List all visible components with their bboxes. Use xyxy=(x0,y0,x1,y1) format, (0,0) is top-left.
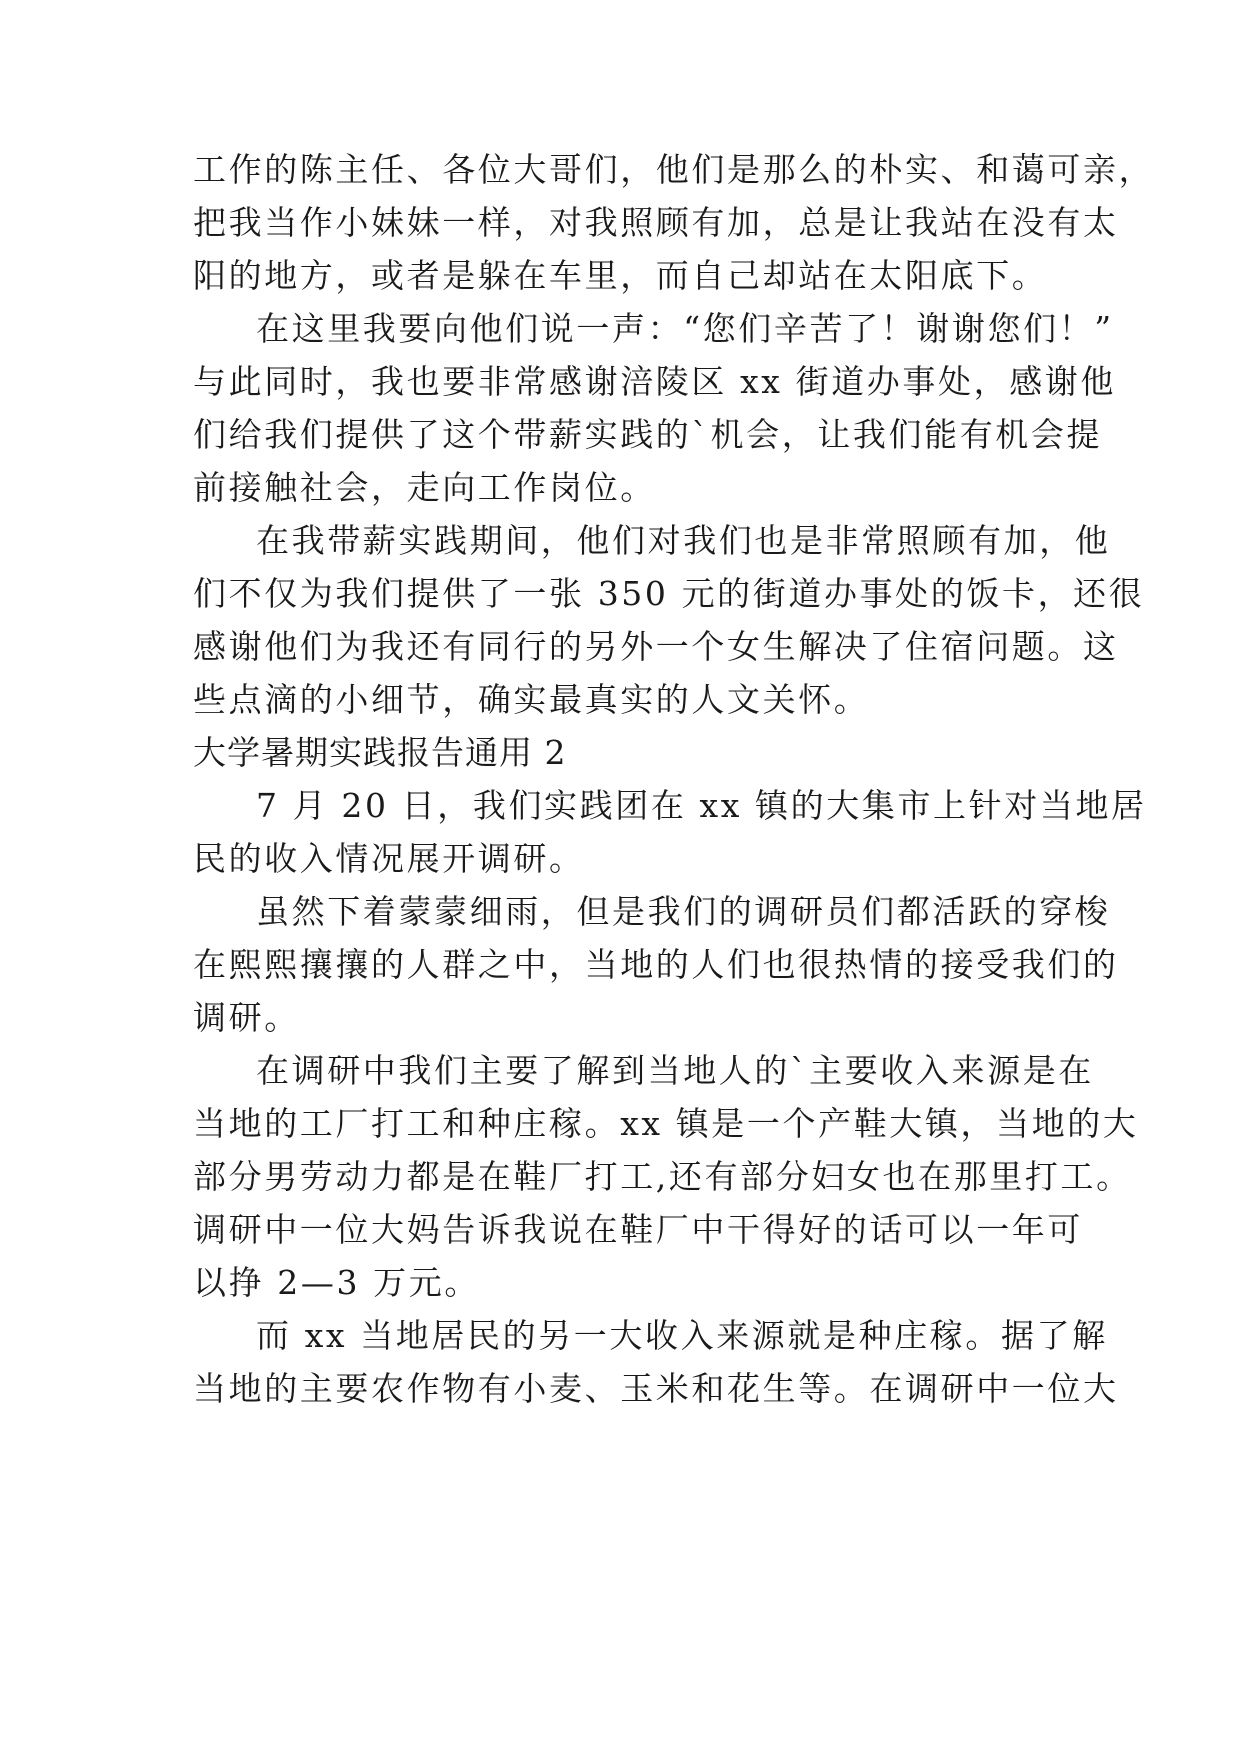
text-line: 们给我们提供了这个带薪实践的`机会，让我们能有机会提 xyxy=(193,415,1103,454)
text-line: 而 xx 当地居民的另一大收入来源就是种庄稼。据了解 xyxy=(256,1316,1108,1355)
text-line: 阳的地方，或者是躲在车里，而自己却站在太阳底下。 xyxy=(193,256,1048,295)
text-line: 在熙熙攘攘的人群之中，当地的人们也很热情的接受我们的 xyxy=(193,945,1119,984)
section-heading: 大学暑期实践报告通用 2 xyxy=(193,733,567,772)
text-line: 当地的工厂打工和种庄稼。xx 镇是一个产鞋大镇，当地的大 xyxy=(193,1104,1139,1143)
text-line: 部分男劳动力都是在鞋厂打工,还有部分妇女也在那里打工。 xyxy=(193,1157,1132,1196)
text-line: 7 月 20 日，我们实践团在 xx 镇的大集市上针对当地居 xyxy=(256,786,1147,825)
text-line: 民的收入情况展开调研。 xyxy=(193,839,585,878)
text-line: 在我带薪实践期间，他们对我们也是非常照顾有加，他 xyxy=(256,521,1111,560)
text-line: 们不仅为我们提供了一张 350 元的街道办事处的饭卡，还很 xyxy=(193,574,1145,613)
text-line: 在调研中我们主要了解到当地人的`主要收入来源是在 xyxy=(256,1051,1094,1090)
text-line: 前接触社会，走向工作岗位。 xyxy=(193,468,656,507)
text-line: 把我当作小妹妹一样，对我照顾有加，总是让我站在没有太 xyxy=(193,203,1119,242)
text-line: 感谢他们为我还有同行的另外一个女生解决了住宿问题。这 xyxy=(193,627,1119,666)
text-line: 调研中一位大妈告诉我说在鞋厂中干得好的话可以一年可 xyxy=(193,1210,1083,1249)
text-line: 以挣 2—3 万元。 xyxy=(193,1263,480,1302)
text-line: 些点滴的小细节，确实最真实的人文关怀。 xyxy=(193,680,870,719)
text-line: 在这里我要向他们说一声：“您们辛苦了！谢谢您们！” xyxy=(256,309,1114,348)
text-line: 调研。 xyxy=(193,998,300,1037)
text-line: 与此同时，我也要非常感谢涪陵区 xx 街道办事处，感谢他 xyxy=(193,362,1117,401)
text-line: 当地的主要农作物有小麦、玉米和花生等。在调研中一位大 xyxy=(193,1369,1119,1408)
text-line: 虽然下着蒙蒙细雨，但是我们的调研员们都活跃的穿梭 xyxy=(256,892,1111,931)
text-line: 工作的陈主任、各位大哥们，他们是那么的朴实、和蔼可亲， xyxy=(193,150,1155,189)
